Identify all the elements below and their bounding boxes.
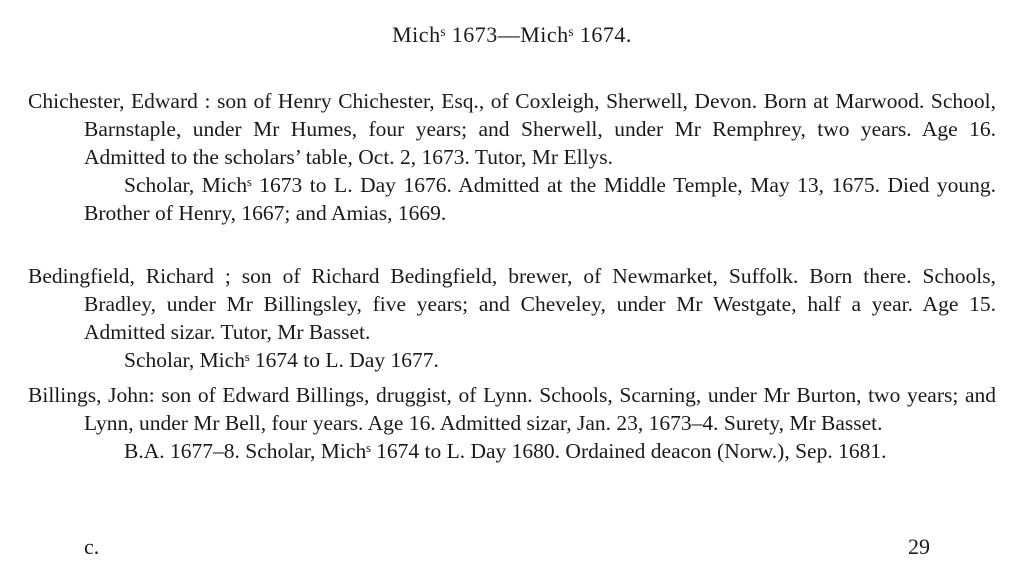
entry-continuation-text: Scholar, Michˢ 1674 to L. Day 1677.	[124, 348, 439, 372]
entry-main-text: Billings, John: son of Edward Billings, druggist, of Lynn. Schools, Scarning, under Mr Burton, two years; and Lynn, under Mr Bell, four years. Age 16. Admitted sizar, Jan. 23, 1673–4. Surety, Mr Basset.	[28, 383, 996, 435]
page-number: 29	[908, 534, 930, 559]
entry-main-text: Bedingfield, Richard ; son of Richard Bedingfield, brewer, of Newmarket, Suffolk. Born there. Schools, Bradley, under Mr Billingsley, five years; and Cheveley, under Mr Westgate, half a year. Age 15. Admitted sizar. Tutor, Mr Basset.	[28, 264, 996, 344]
page-header: Michˢ 1673—Michˢ 1674.	[392, 22, 632, 47]
entry-chichester	[28, 87, 996, 227]
signature-mark: c.	[84, 534, 100, 559]
entry-billings	[28, 381, 996, 465]
entry-main-text: Chichester, Edward : son of Henry Chichester, Esq., of Coxleigh, Sherwell, Devon. Born at Marwood. School, Barnstaple, under Mr Humes, four years; and Sherwell, under Mr Remphrey, two years. Age 16. Admitted to the scholars’ table, Oct. 2, 1673. Tutor, Mr Ellys.	[28, 89, 996, 169]
entry-continuation-text: Scholar, Michˢ 1673 to L. Day 1676. Admitted at the Middle Temple, May 13, 1675. Died young. Brother of Henry, 1667; and Amias, 1669.	[84, 173, 996, 225]
entry-continuation-text: B.A. 1677–8. Scholar, Michˢ 1674 to L. Day 1680. Ordained deacon (Norw.), Sep. 1681.	[124, 439, 887, 463]
entry-bedingfield	[28, 262, 996, 374]
